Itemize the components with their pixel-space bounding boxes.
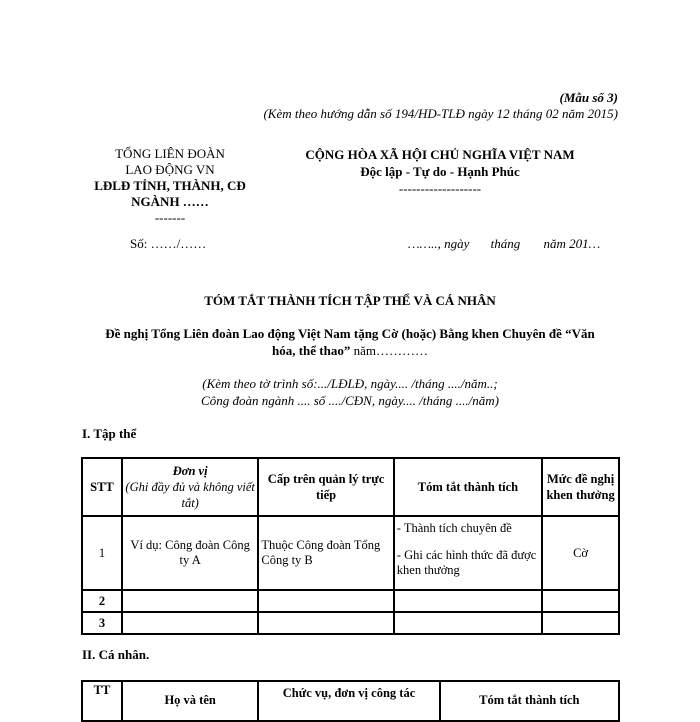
issuer-divider: ------- <box>154 210 186 225</box>
issuer-line-3: LĐLĐ TỈNH, THÀNH, CĐ <box>94 178 246 193</box>
individual-table <box>81 680 620 722</box>
date-line <box>408 236 600 252</box>
subtitle-line-1: Đề nghị Tổng Liên đoàn Lao động Việt Nam tặng Cờ (hoặc) Bằng khen Chuyên đề “Văn <box>105 326 595 341</box>
country-name: CỘNG HÒA XÃ HỘI CHỦ NGHĨA VIỆT NAM <box>305 147 575 162</box>
cell-empty <box>394 612 542 634</box>
cell-empty <box>122 590 258 612</box>
table-row <box>82 590 619 612</box>
cell-empty <box>542 612 619 634</box>
header-name: Họ và tên <box>122 681 258 721</box>
cell-stt: 3 <box>82 612 122 634</box>
header-tt: TT <box>82 681 122 721</box>
header-position: Chức vụ, đơn vị công tác <box>258 681 439 721</box>
national-motto-block <box>270 146 610 197</box>
cell-stt: 1 <box>82 516 122 590</box>
reference-line-1: (Kèm theo tờ trình số:.../LĐLĐ, ngày.... /tháng ..../năm..; <box>202 376 498 391</box>
table-row <box>82 516 619 590</box>
date-place: …….., <box>408 236 441 251</box>
cell-level: Cờ <box>542 516 619 590</box>
cell-summary <box>394 516 542 590</box>
motto-divider: ------------------- <box>398 181 482 196</box>
issuer-line-4: NGÀNH …… <box>131 194 209 209</box>
cell-empty <box>542 590 619 612</box>
document-title: TÓM TẮT THÀNH TÍCH TẬP THỂ VÀ CÁ NHÂN <box>204 293 496 308</box>
issuer-line-1: TỔNG LIÊN ĐOÀN <box>115 146 225 161</box>
subtitle-line-2-tail: năm………… <box>350 343 428 358</box>
cell-empty <box>258 590 393 612</box>
issuer-line-2: LAO ĐỘNG VN <box>125 162 215 177</box>
cell-empty <box>258 612 393 634</box>
date-year: năm 201… <box>543 236 601 251</box>
document-subtitle <box>80 325 620 359</box>
collective-table <box>81 457 620 635</box>
reference-note <box>130 375 570 409</box>
table-header-row <box>82 681 619 721</box>
cell-superior: Thuộc Công đoàn Tổng Công ty B <box>258 516 393 590</box>
header-level: Mức đề nghị khen thưởng <box>542 458 619 516</box>
table-header-row <box>82 458 619 516</box>
attach-note: (Kèm theo hướng dẫn số 194/HD-TLĐ ngày 12 tháng 02 năm 2015) <box>263 106 618 121</box>
header-summary: Tóm tắt thành tích <box>394 458 542 516</box>
form-number: (Mẫu số 3) <box>559 90 618 105</box>
motto: Độc lập - Tự do - Hạnh Phúc <box>360 164 520 179</box>
section-individual: II. Cá nhân. <box>82 647 150 662</box>
issuer-block <box>80 146 260 226</box>
document-number: Số: ……/…… <box>130 236 207 251</box>
summary-line-1: - Thành tích chuyên đề <box>396 521 512 535</box>
cell-stt: 2 <box>82 590 122 612</box>
header-superior: Cấp trên quản lý trực tiếp <box>258 458 393 516</box>
date-day: ngày <box>444 236 470 251</box>
cell-empty <box>394 590 542 612</box>
header-unit-note: (Ghi đầy đủ và không viết tắt) <box>125 480 255 510</box>
section-collective: I. Tập thể <box>82 426 137 441</box>
header-stt: STT <box>82 458 122 516</box>
cell-empty <box>122 612 258 634</box>
table-row <box>82 612 619 634</box>
date-month: tháng <box>490 236 521 251</box>
subtitle-line-2-bold: hóa, thể thao” <box>271 343 351 358</box>
header-achievements: Tóm tắt thành tích <box>440 681 619 721</box>
header-unit <box>122 458 258 516</box>
cell-unit: Ví dụ: Công đoàn Công ty A <box>122 516 258 590</box>
header-unit-label: Đơn vị <box>172 464 208 478</box>
summary-line-2: - Ghi các hình thức đã được khen thưởng <box>396 548 537 577</box>
reference-line-2: Công đoàn ngành .... số ..../CĐN, ngày.... /tháng ..../năm) <box>201 393 499 408</box>
